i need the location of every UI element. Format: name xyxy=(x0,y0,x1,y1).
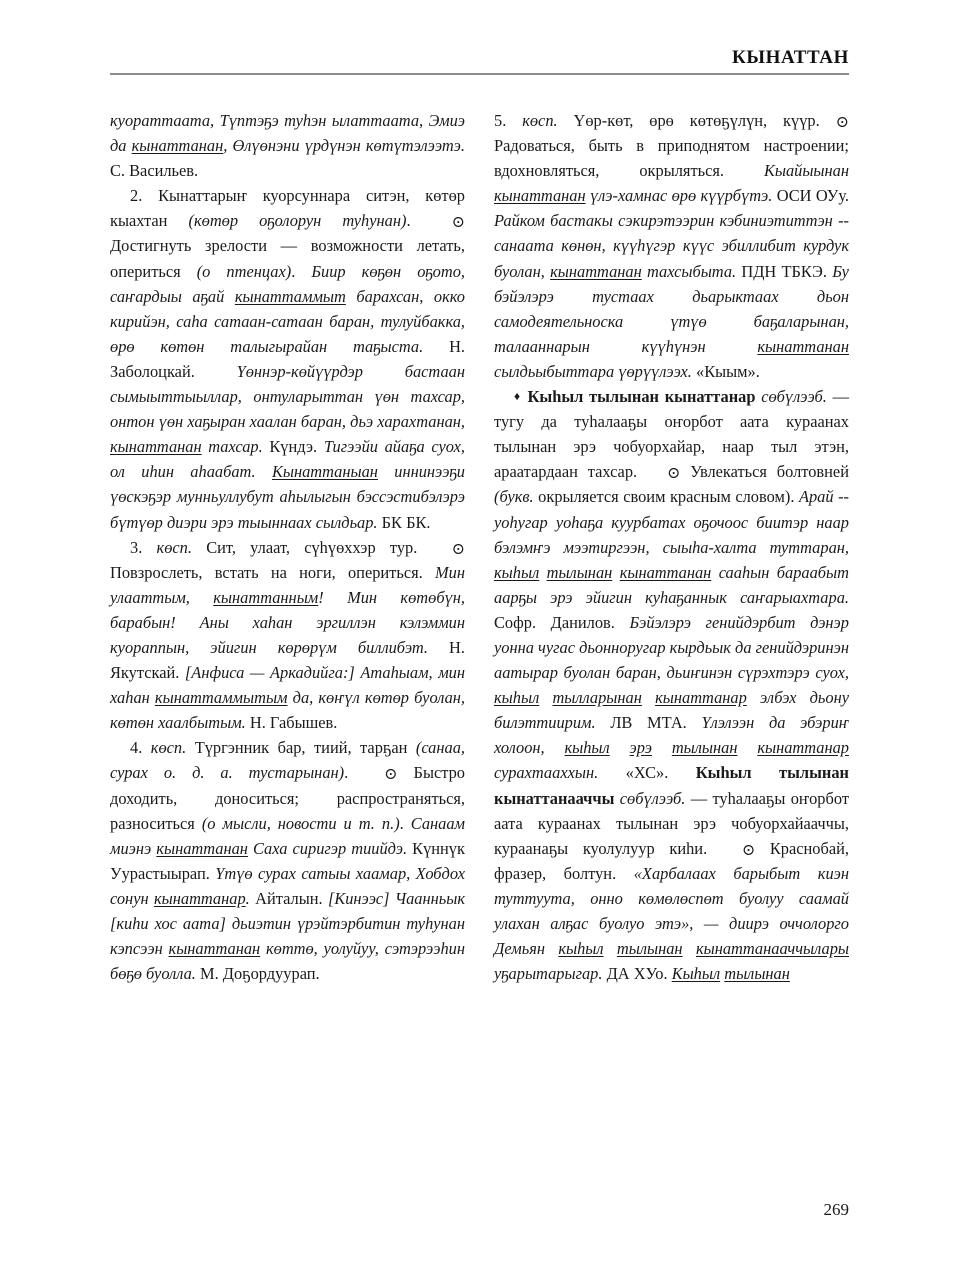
column-left xyxy=(110,108,465,1183)
entry-block-sense-3: 3. көсп. Сит, улаат, сүһүөххэр тур. ⊙ Повзрослеть, встать на ноги, опериться. Мин улааттым, кынаттанным! Мин көтөбүн, барабын! Аны хаһан эргиллэн кэлэммин куораппын, эйигин көрөрүм биллибэт. Н. Якутскай. [Анфиса — Аркадийга:] Атаһыам, мин хаһан кынаттаммытым да, көҥүл көтөр буолан, көтөн хаалбытым. Н. Габышев. xyxy=(110,537,466,733)
running-head xyxy=(110,48,849,75)
entry-block-sense-4: 4. көсп. Түргэнник бар, тиий, тарҕан (санаа, сурах о. д. а. тустарынан). ⊙ Быстро доходить, доноситься; распространяться, разноситься (о мысли, новости и т. п.). Санаам миэнэ кынаттанан Саха сиригэр тиийдэ. Күннүк Уурастыырап. Үтүө сурах сатыы хаамар, Хобдох сонун кынаттанар. Айталын. [Кинээс] Чаанньык [киһи хос аата] дьиэтин үрэйтэрбитин туһунан кэпсээн кынаттанан көттө, уолуйуу, сэтэрээһин бөҕө буолла. М. Доҕордуурап. xyxy=(110,738,466,984)
page-number: 269 xyxy=(823,1200,849,1219)
entry-block-sense-5: 5. көсп. Үөр-көт, өрө көтөҕүлүн, күүр. ⊙ Радоваться, быть в приподнятом настроении; вдохновляться, окрыляться. Кыайыынан кынаттанан үлэ-хамнас өрө күүрбүтэ. ОСИ ОУу. Райком бастакы сэкирэтээрин кэбиниэтиттэн -- санаата көнөн, күүһүгэр күүс эбиллибит курдук буолан, кынаттанан тахсыбыта. ПДН ТБКЭ. Бу бэйэлэрэ тустаах дьарыктаах дьон самодеятельноска үтүө баҕаларынан, талааннарын күүһүнэн кынаттанан сылдьыбыттара үөрүүлээх. «Кыым». xyxy=(494,111,850,381)
column-right xyxy=(494,108,849,1183)
running-head-rule xyxy=(110,73,849,75)
entry-block-sense-1-tail: куораттаата, Түптэҕэ туһэн ылаттаата, Эмиэ да кынаттанан, Өлүөнэни үрдүнэн көтүтэлээтэ. С. Васильев. xyxy=(110,111,465,181)
entry-block-idiom-1: ♦ Кыһыл тылынан кынаттанар сөбүлээб. — тугу да туһалааҕы оҥорбот аата кураанах тылынан эрэ чобуорхайар, наар тыл этэн, араатардаан тахсар. ⊙ Увлекаться болтовней (букв. окрыляется своим красным словом). Арай -- уоһугар уоһаҕа куурбатах оҕочоос биитэр наар бэлэмҥэ мээтиргээн, сыыһа-халта туттаран, кыһыл тылынан кынаттанан сааһын бараабыт аарҕы эрэ эйигин куһаҕаннык саҥарыахтара. Софр. Данилов. Бэйэлэрэ генийдэрбит дэнэр уонна чугас дьонноругар кырдьык да генийдэринэн аатырар буолан баран, дьиҥинэн сүрэхтэрэ суох, кыһыл тылларынан кынаттанар элбэх дьону билэттиирим. ЛВ МТА. Үлэлээн да эбэриҥ холоон, кыһыл эрэ тылынан кынаттанар сурахтааххын. «ХС». Кыһыл тылынан кынаттанааччы сөбүлээб. — туһалааҕы оҥорбот аата кураанах тылынан эрэ чобуорхайааччы, кураанаҕы куолулуур киһи. ⊙ Краснобай, фразер, болтун. «Харбалаах барыбыт киэн туттуута, онно көмөлөспөт буолуу саамай улахан алҕас буолуо этэ», — диирэ оччолорго Демьян кыһыл тылынан кынаттанааччылары уҕарытарыгар. ДА ХУо. Кыһыл тылынан xyxy=(494,387,850,984)
entry-block-sense-2: 2. Кынаттарыҥ куорсуннара ситэн, көтөр кыахтан (көтөр оҕолорун туһунан). ⊙ Достигнуть зрелости — возможности летать, опериться (о птенцах). Биир көҕөн оҕото, саҥардыы аҕай кынаттаммыт барахсан, окко кирийэн, саһа сатаан-сатаан баран, тулуйбакка, өрө көтөн талыгырайан таҕыста. Н. Заболоцкай. Үөннэр-көйүүрдэр бастаан сымыыттыыллар, онтуларыттан үөн тахсар, онтон үөн хаҕыран хаалан баран, дьэ харахтанан, кынаттанан тахсар. Күндэ. Тигээйи айаҕа суох, ол иһин аһаабат. Кынаттаныан иннинээҕи үөскэҕэр мунньуллубут аһылыгын бэссэстибэлэрэ бүтүөр диэри эрэ тыыннаах сылдьар. БК БК. xyxy=(110,186,465,532)
running-head-title: КЫНАТТАН xyxy=(732,47,849,68)
body-columns xyxy=(110,108,849,1183)
